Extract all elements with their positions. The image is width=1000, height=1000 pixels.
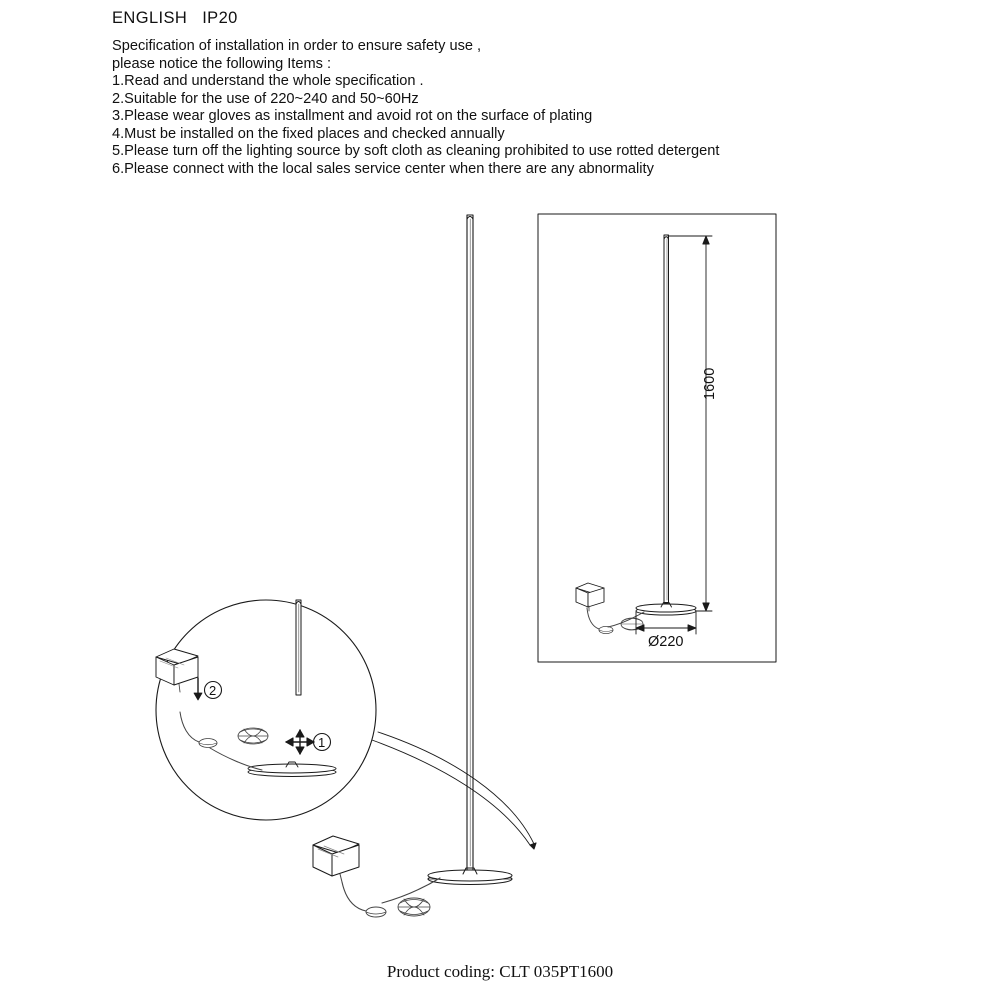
page-title: ENGLISH IP20 — [112, 9, 238, 27]
spec-line-3: 1.Read and understand the whole specification . — [112, 73, 424, 89]
spec-line-5: 3.Please wear gloves as installment and avoid rot on the surface of plating — [112, 108, 593, 124]
product-coding-label: Product coding: CLT 035PT1600 — [386, 962, 614, 981]
callout-two-label: 2 — [209, 683, 217, 698]
detail-leader — [372, 732, 536, 849]
spec-line-6: 4.Must be installed on the fixed places and checked annually — [112, 125, 505, 142]
coiled-cable — [398, 898, 430, 916]
main-lamp-power-cord — [313, 836, 440, 917]
height-dimension-label: 1600 — [702, 367, 718, 400]
spec-line-1: Specification of installation in order to ensure safety use , — [112, 38, 482, 54]
callout-one-label: 1 — [318, 735, 326, 750]
main-lamp-elevation — [428, 215, 512, 885]
dimension-view-frame — [538, 214, 776, 662]
spec-line-7: 5.Please turn off the lighting source by soft cloth as cleaning prohibited to use rotted detergent — [112, 143, 720, 159]
power-adapter — [313, 836, 359, 882]
spec-line-2: please notice the following Items : — [112, 55, 332, 72]
spec-line-4: 2.Suitable for the use of 220~240 and 50~60Hz — [112, 90, 419, 107]
detail-view-bubble — [156, 600, 376, 820]
spec-line-8: 6.Please connect with the local sales service center when there are any abnormality — [112, 160, 654, 177]
diameter-dimension-label: Ø220 — [648, 634, 684, 650]
